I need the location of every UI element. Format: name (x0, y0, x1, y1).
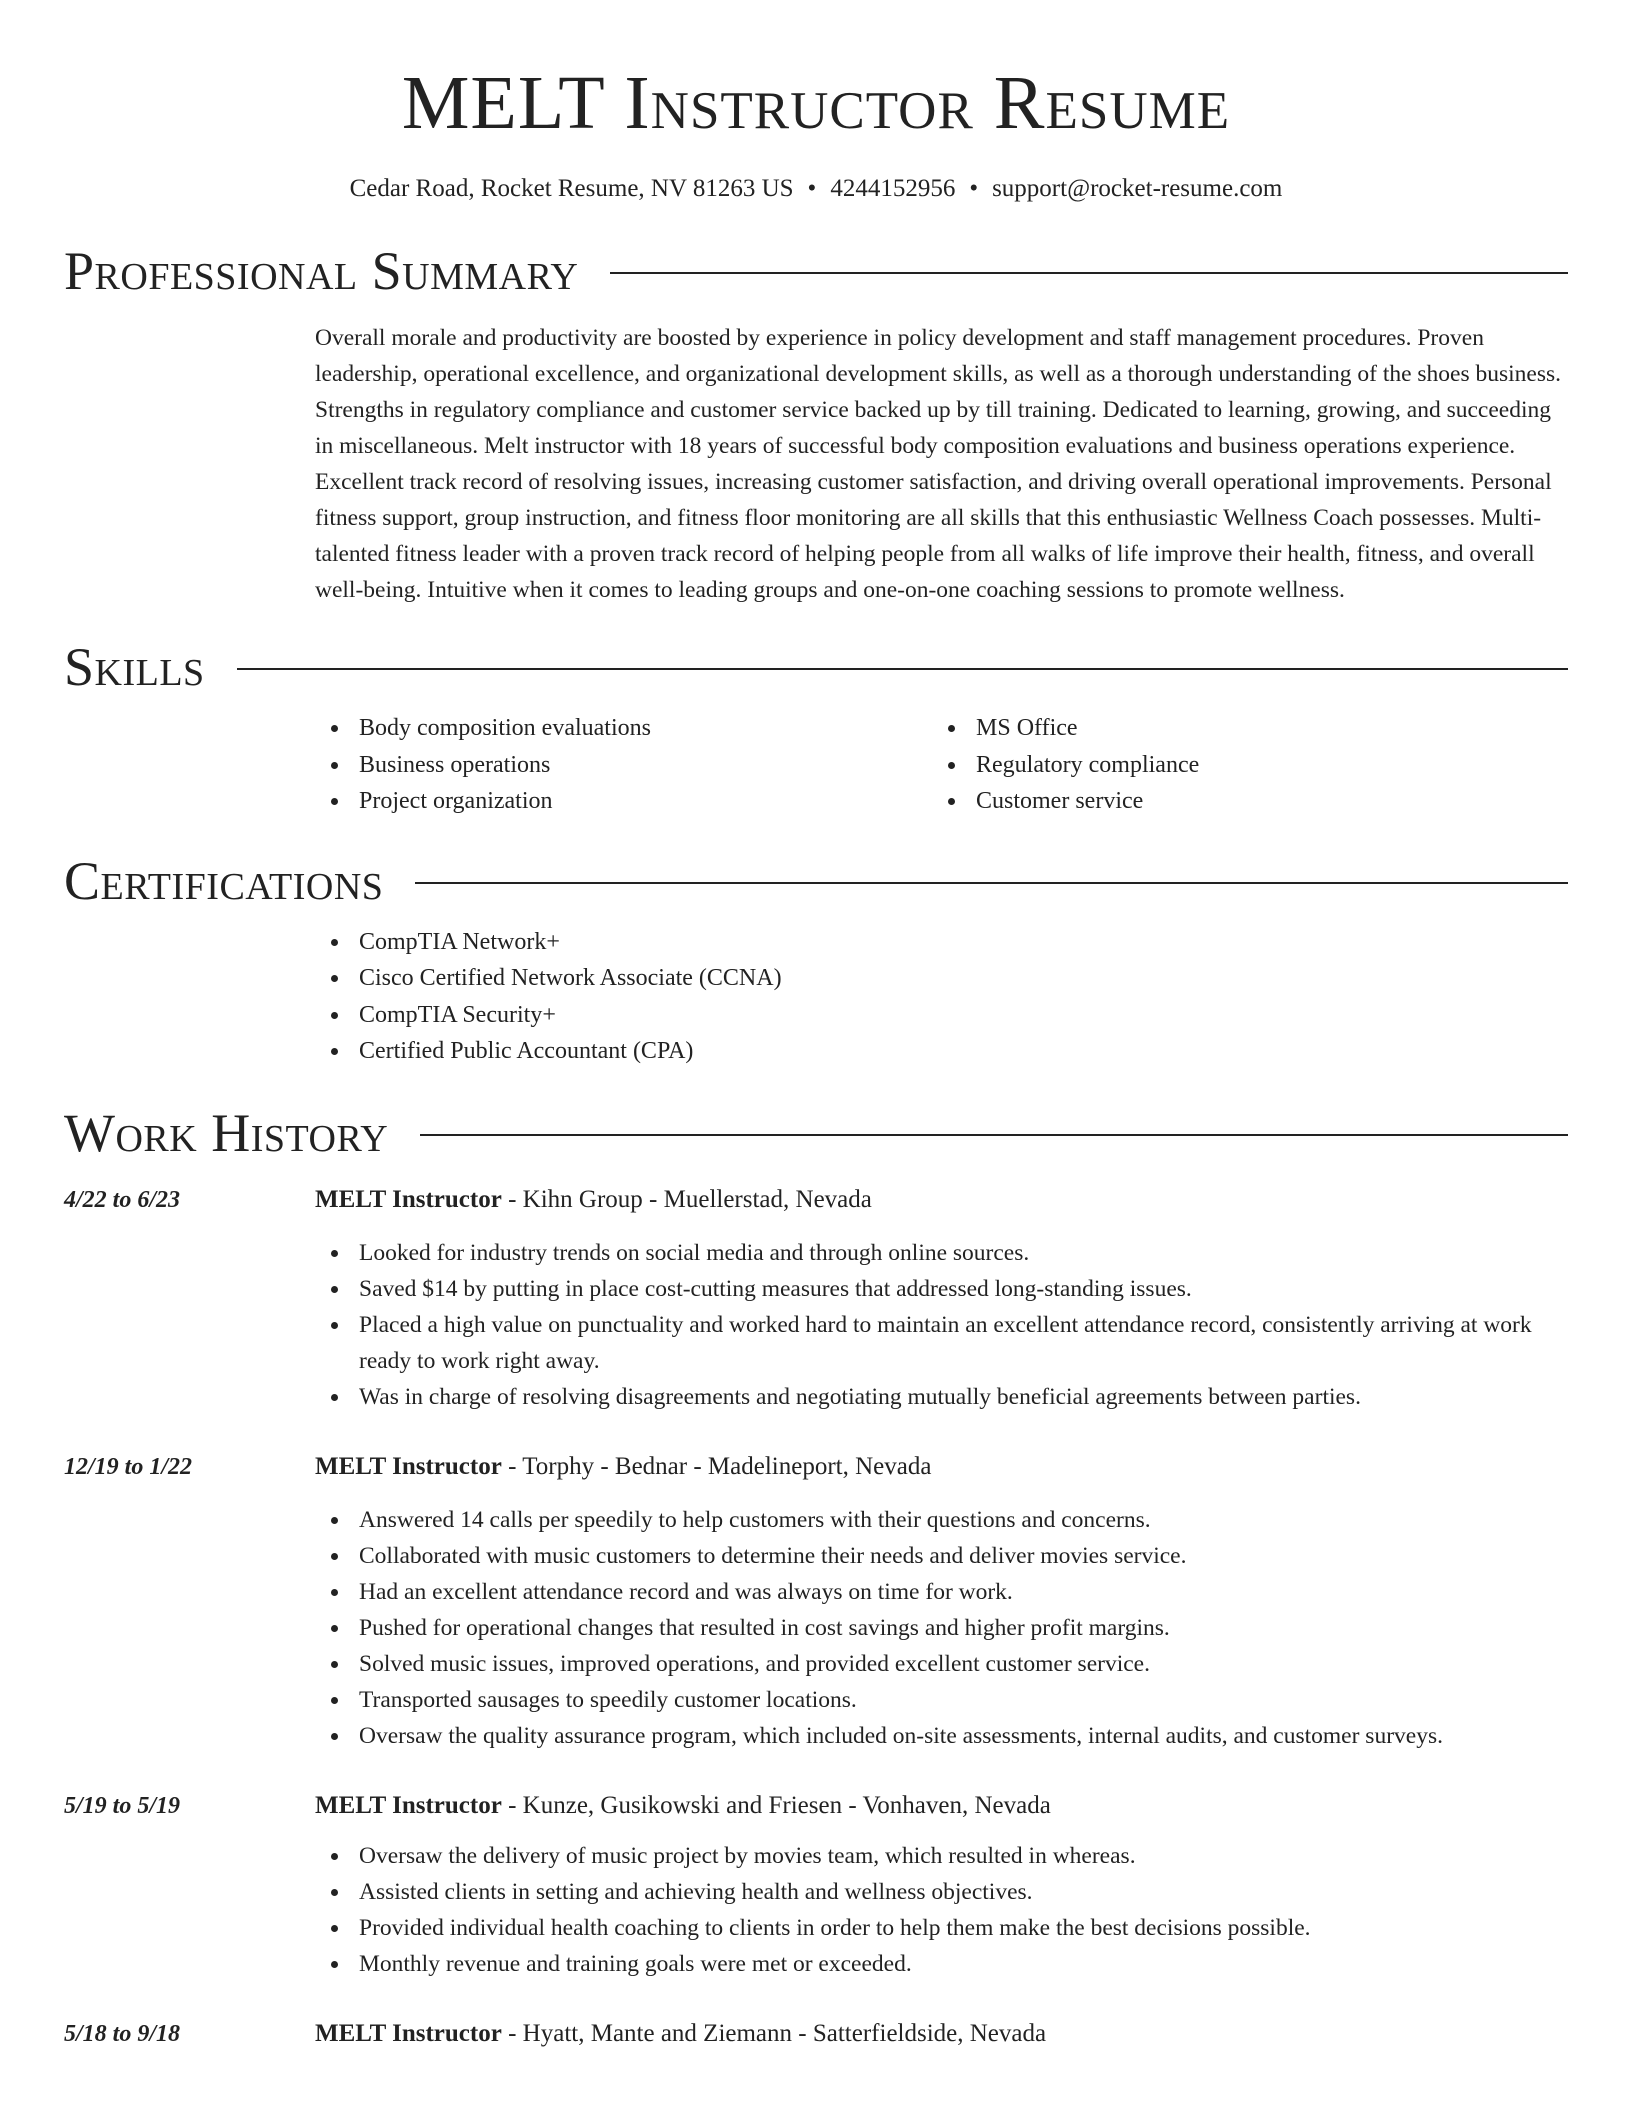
job-title-line (315, 1788, 1568, 1824)
job-entry (64, 2016, 1568, 2052)
job-entry (64, 1449, 1568, 1754)
contact-address: Cedar Road, Rocket Resume, NV 81263 US (349, 175, 794, 202)
job-details (315, 1449, 1568, 1754)
skills-section-header (64, 634, 1568, 700)
job-title-line (315, 2016, 1568, 2052)
work-history-heading: Work History (64, 1102, 389, 1163)
resume-page (64, 0, 1568, 2052)
job-details (315, 1788, 1568, 1982)
job-bullet: Oversaw the quality assurance program, which included on-site assessments, internal audits, and customer surveys. (315, 1718, 1568, 1754)
job-bullet: Solved music issues, improved operations, and provided excellent customer service. (315, 1646, 1568, 1682)
contact-line (64, 172, 1568, 206)
job-bullet: Transported sausages to speedily customer locations. (315, 1682, 1568, 1718)
skill-item: Customer service (932, 783, 1549, 820)
summary-text: Overall morale and productivity are boosted by experience in policy development and staff management procedures. Proven leadership, operational excellence, and organizational development skills, as well as a thorough understanding of the shoes business. Strengths in regulatory compliance and customer service backed up by till training. Dedicated to learning, growing, and succeeding in miscellaneous. Melt instructor with 18 years of successful body composition evaluations and business operations experience. Excellent track record of resolving issues, increasing customer satisfaction, and driving overall operational improvements. Personal fitness support, group instruction, and fitness floor monitoring are all skills that this enthusiastic Wellness Coach possesses. Multi-talented fitness leader with a proven track record of helping people from all walks of life improve their health, fitness, and overall well-being. Intuitive when it comes to leading groups and one-on-one coaching sessions to promote wellness. (315, 325, 1562, 603)
job-bullet: Oversaw the delivery of music project by movies team, which resulted in whereas. (315, 1838, 1568, 1874)
skill-item: Project organization (315, 783, 932, 820)
job-role: MELT Instructor (315, 1185, 502, 1213)
job-bullet: Pushed for operational changes that resulted in cost savings and higher profit margins. (315, 1610, 1568, 1646)
summary-heading: Professional Summary (64, 241, 579, 301)
skill-item: Regulatory compliance (932, 747, 1549, 784)
certifications-heading: Certifications (64, 850, 384, 911)
job-bullet: Had an excellent attendance record and was always on time for work. (315, 1574, 1568, 1610)
skills-column-left (315, 710, 932, 820)
job-bullet: Saved $14 by putting in place cost-cutting measures that addressed long-standing issues. (315, 1271, 1568, 1307)
job-employer: - Kihn Group - Muellerstad, Nevada (501, 1185, 872, 1213)
job-bullet-list (315, 1502, 1568, 1754)
section-divider (415, 882, 1568, 884)
section-divider (610, 272, 1568, 274)
job-bullet: Looked for industry trends on social media and through online sources. (315, 1235, 1568, 1271)
skill-item: Business operations (315, 747, 932, 784)
contact-separator: • (969, 175, 979, 202)
section-divider (420, 1134, 1568, 1136)
job-role: MELT Instructor (315, 2019, 502, 2047)
section-divider (237, 668, 1568, 670)
job-details (315, 2016, 1568, 2052)
job-employer: - Torphy - Bednar - Madelineport, Nevada (501, 1452, 932, 1480)
certifications-section-header (64, 848, 1568, 914)
job-bullet: Answered 14 calls per speedily to help customers with their questions and concerns. (315, 1502, 1568, 1538)
job-bullet: Collaborated with music customers to determine their needs and deliver movies service. (315, 1538, 1568, 1574)
job-title-line (315, 1182, 1568, 1218)
job-dates: 5/18 to 9/18 (64, 2020, 181, 2047)
skills-column-right (932, 710, 1549, 820)
certification-item: CompTIA Network+ (315, 924, 1568, 961)
job-bullet: Assisted clients in setting and achieving health and wellness objectives. (315, 1874, 1568, 1910)
job-dates: 12/19 to 1/22 (64, 1453, 193, 1480)
skill-item: MS Office (932, 710, 1549, 747)
job-details (315, 1182, 1568, 1415)
job-entry (64, 1788, 1568, 1982)
page-title: MELT Instructor Resume (401, 61, 1231, 145)
job-bullet: Placed a high value on punctuality and worked hard to maintain an excellent attendance record, consistently arriving at work ready to work right away. (315, 1307, 1568, 1379)
job-employer: - Hyatt, Mante and Ziemann - Satterfieldside, Nevada (501, 2019, 1047, 2047)
work-history-section-header (64, 1100, 1568, 1166)
job-employer: - Kunze, Gusikowski and Friesen - Vonhaven, Nevada (501, 1791, 1051, 1819)
contact-email: support@rocket-resume.com (992, 175, 1283, 202)
certification-item: Certified Public Accountant (CPA) (315, 1033, 1568, 1070)
skill-item: Body composition evaluations (315, 710, 932, 747)
job-role: MELT Instructor (315, 1791, 502, 1819)
job-dates: 5/19 to 5/19 (64, 1792, 181, 1819)
certification-item: Cisco Certified Network Associate (CCNA) (315, 960, 1568, 997)
job-bullet: Provided individual health coaching to clients in order to help them make the best decisions possible. (315, 1910, 1568, 1946)
job-bullet-list (315, 1235, 1568, 1415)
job-dates: 4/22 to 6/23 (64, 1186, 181, 1213)
job-bullet-list (315, 1838, 1568, 1982)
job-role: MELT Instructor (315, 1452, 502, 1480)
contact-separator: • (807, 175, 817, 202)
job-bullet: Monthly revenue and training goals were met or exceeded. (315, 1946, 1568, 1982)
summary-section-header (64, 238, 1568, 304)
job-title-line (315, 1449, 1568, 1485)
certifications-list (315, 924, 1568, 1070)
skills-heading: Skills (64, 637, 205, 697)
certification-item: CompTIA Security+ (315, 997, 1568, 1034)
job-entry (64, 1182, 1568, 1415)
skills-list (315, 710, 1568, 820)
job-bullet: Was in charge of resolving disagreements and negotiating mutually beneficial agreements between parties. (315, 1379, 1568, 1415)
contact-phone: 4244152956 (830, 175, 956, 202)
